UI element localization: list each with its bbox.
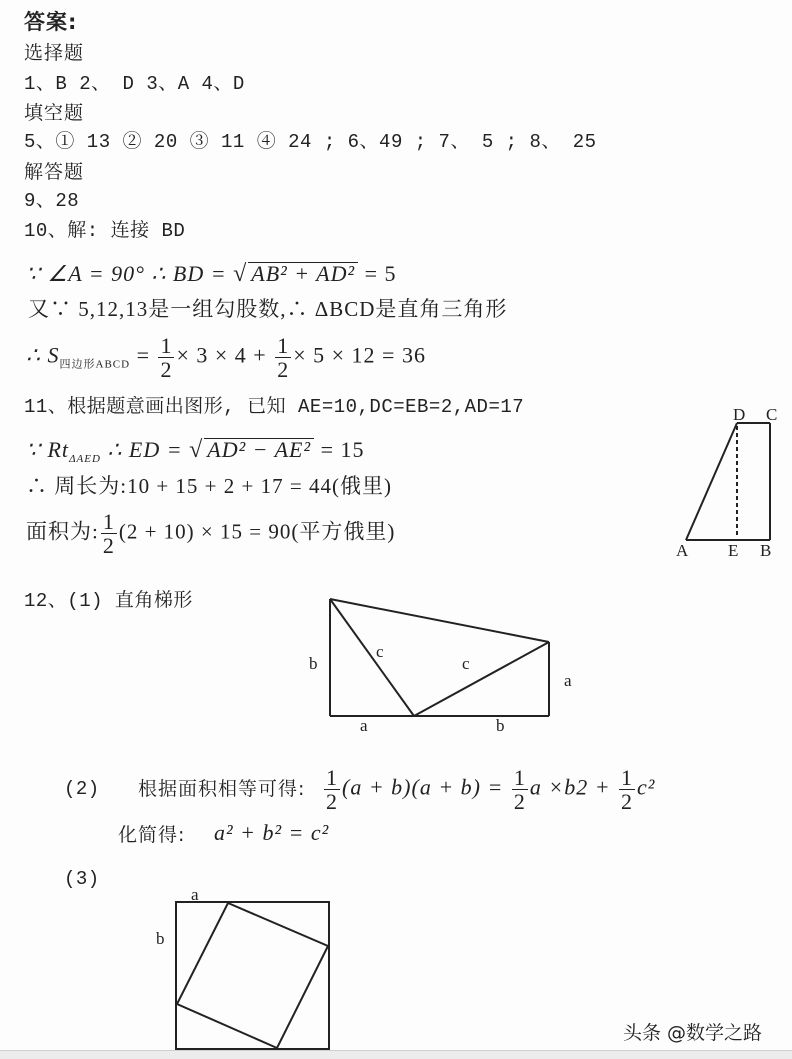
- q10-line1-prefix: ∵ ∠A = 90° ∴ BD =: [26, 261, 234, 286]
- q10-radicand: AB² + AD²: [248, 262, 358, 285]
- label-c2: c: [462, 654, 470, 673]
- label-c1: c: [376, 642, 384, 661]
- q9-answer: 9、28: [24, 190, 80, 212]
- label-b: b: [156, 929, 165, 948]
- rt-symbol: ∵ Rt: [26, 437, 70, 462]
- frac-num: 1: [513, 765, 526, 790]
- area-rest: (2 + 10) × 15 = 90(平方俄里): [118, 519, 396, 544]
- equals: =: [130, 342, 157, 368]
- frac-num: 1: [326, 765, 338, 790]
- fill-answers: 5、① 13 ② 20 ③ 11 ④ 24 ; 6、49 ; 7、 5 ; 8、 25: [24, 131, 597, 153]
- rt-subscript: ΔAED: [69, 453, 101, 465]
- section-heading-fill: 填空题: [24, 102, 85, 124]
- term2: × 5 × 12 = 36: [293, 342, 426, 368]
- simplify-equation: a² + b² = c²: [214, 820, 330, 845]
- frac-den: 2: [326, 789, 338, 815]
- frac-num: 1: [277, 333, 290, 358]
- area-subscript: 四边形ABCD: [59, 358, 131, 371]
- sqrt-icon: √: [233, 261, 248, 287]
- label-b-bottom: b: [496, 716, 505, 735]
- label-E: E: [728, 541, 739, 560]
- area-label: 面积为:: [26, 519, 99, 544]
- eq-end: c²: [637, 774, 656, 800]
- label-A: A: [676, 541, 689, 560]
- frac-den: 2: [160, 357, 173, 383]
- frac-den: 2: [102, 533, 115, 559]
- label-a: a: [191, 885, 199, 904]
- frac-num: 1: [102, 509, 115, 534]
- q12-part1: 12、(1) 直角梯形: [24, 590, 193, 612]
- label-C: C: [766, 405, 778, 424]
- frac-den: 2: [621, 789, 634, 815]
- q10-line1-result: = 5: [358, 261, 397, 286]
- label-a-bottom: a: [360, 716, 368, 735]
- simplify-label: 化简得:: [118, 824, 186, 846]
- frac-den: 2: [513, 789, 526, 815]
- q12-part2-text: 根据面积相等可得:: [138, 778, 306, 800]
- label-a-right: a: [564, 671, 572, 690]
- eq-lhs: (a + b)(a + b) =: [342, 774, 510, 800]
- eq-mid: a ×b2 +: [529, 774, 618, 800]
- section-heading-solve: 解答题: [24, 161, 85, 183]
- q12-part3-label: (3): [64, 868, 100, 890]
- section-heading-choice: 选择题: [24, 42, 85, 64]
- q12-part2-label: (2): [64, 778, 100, 800]
- label-D: D: [733, 405, 746, 424]
- q10-intro: 10、解: 连接 BD: [24, 220, 186, 242]
- label-b-left: b: [309, 654, 318, 673]
- q11-intro: 11、根据题意画出图形, 已知 AE=10,DC=EB=2,AD=17: [24, 396, 525, 418]
- q11-radicand: AD² − AE²: [204, 438, 314, 461]
- q11-line1-result: = 15: [314, 437, 365, 462]
- frac-den: 2: [277, 357, 290, 383]
- area-symbol: ∴ S: [26, 342, 60, 368]
- frac-num: 1: [621, 765, 634, 790]
- q10-line2: 又∵ 5,12,13是一组勾股数,∴ ΔBCD是直角三角形: [28, 297, 508, 321]
- q11-perimeter: ∴ 周长为:10 + 15 + 2 + 17 = 44(俄里): [26, 474, 392, 498]
- page-title: 答案:: [24, 10, 78, 34]
- frac-num: 1: [160, 333, 173, 358]
- label-B: B: [760, 541, 772, 560]
- ed-eq: ∴ ED =: [100, 437, 190, 462]
- sqrt-icon: √: [189, 437, 204, 463]
- choice-answers: 1、B 2、 D 3、A 4、D: [24, 73, 245, 95]
- term1: × 3 × 4 +: [176, 342, 274, 368]
- watermark: 头条 @数学之路: [622, 1022, 762, 1044]
